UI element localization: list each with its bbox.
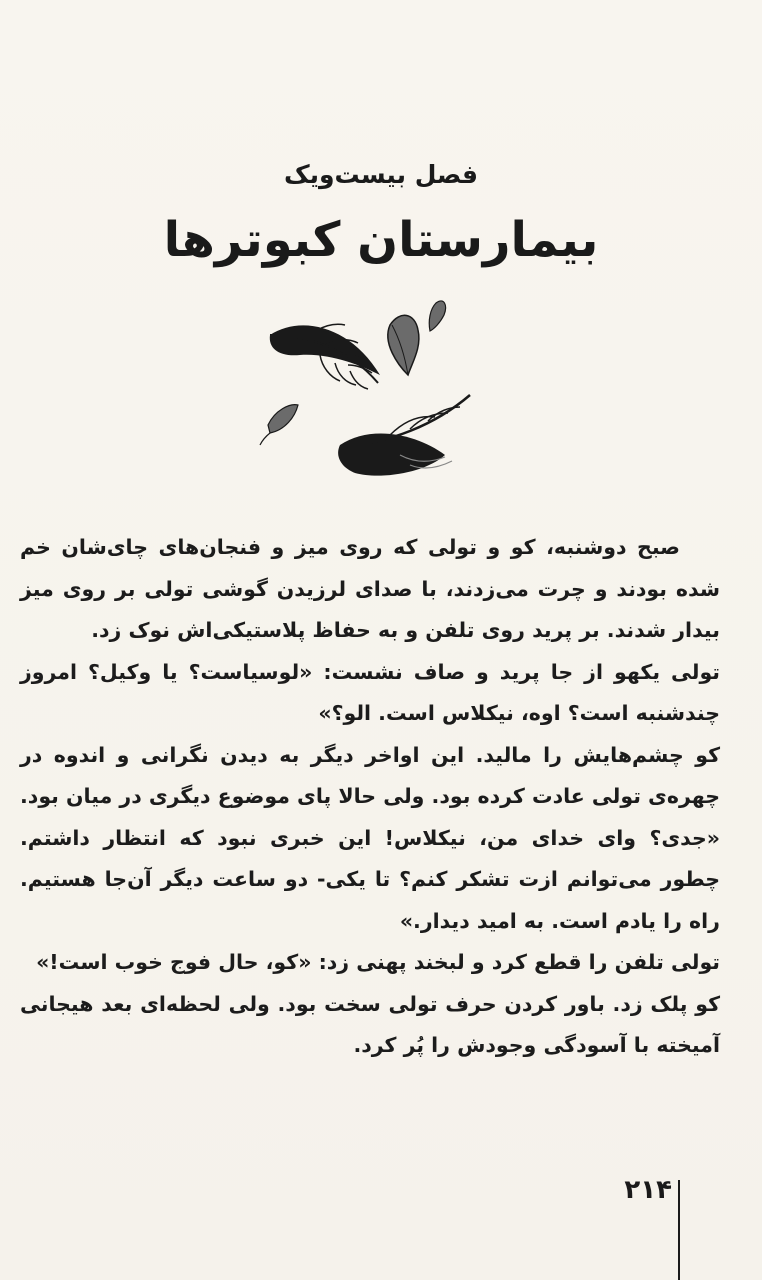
- paragraph: صبح دوشنبه، کو و تولی که روی میز و فنجان‌های چای‌شان خم شده بودند و چرت می‌زدند، با صدای لرزیدن گوشی تولی بر روی میز بیدار شدند. بر پرید روی تلفن و به حفاظ پلاستیکی‌اش نوک زد.: [20, 535, 720, 642]
- paragraph: کو پلک زد. باور کردن حرف تولی سخت بود. ولی لحظه‌ای بعد هیجانی آمیخته با آسودگی وجودش را پُر کرد.: [20, 991, 720, 1057]
- page-number-divider: [678, 1180, 680, 1280]
- upper-feather-icon: [270, 324, 380, 389]
- paragraph: تولی تلفن را قطع کرد و لبخند پهنی زد: «کو، حال فوج خوب است!»: [36, 950, 720, 974]
- paragraph: کو چشم‌هایش را مالید. این اواخر دیگر به دیدن نگرانی و اندوه در چهره‌ی تولی عادت کرده بود. ولی حالا پای موضوع دیگری در میان بود.: [20, 742, 720, 808]
- leaf-small-top-icon: [429, 301, 445, 331]
- leaf-top-right-icon: [388, 315, 419, 375]
- leaf-left-icon: [260, 405, 298, 445]
- chapter-body: [20, 527, 720, 1067]
- lower-feather-icon: [338, 395, 470, 476]
- page-number: ۲۱۴: [624, 1175, 672, 1205]
- chapter-label: فصل بیست‌ویک: [283, 160, 479, 189]
- paragraph: «جدی؟ وای خدای من، نیکلاس! این خبری نبود که انتظار داشتم. چطور می‌توانم ازت تشکر کنم؟ تا یکی- دو ساعت دیگر آن‌جا هستیم. راه را یادم است. به امید دیدار.»: [20, 825, 720, 933]
- feathers-and-leaves-icon: [240, 295, 490, 495]
- chapter-title: بیمارستان کبوترها: [163, 212, 599, 268]
- paragraph: تولی یکهو از جا پرید و صاف نشست: «لوسیاست؟ یا وکیل؟ امروز چندشنبه است؟ اوه، نیکلاس است. الو؟»: [20, 659, 720, 725]
